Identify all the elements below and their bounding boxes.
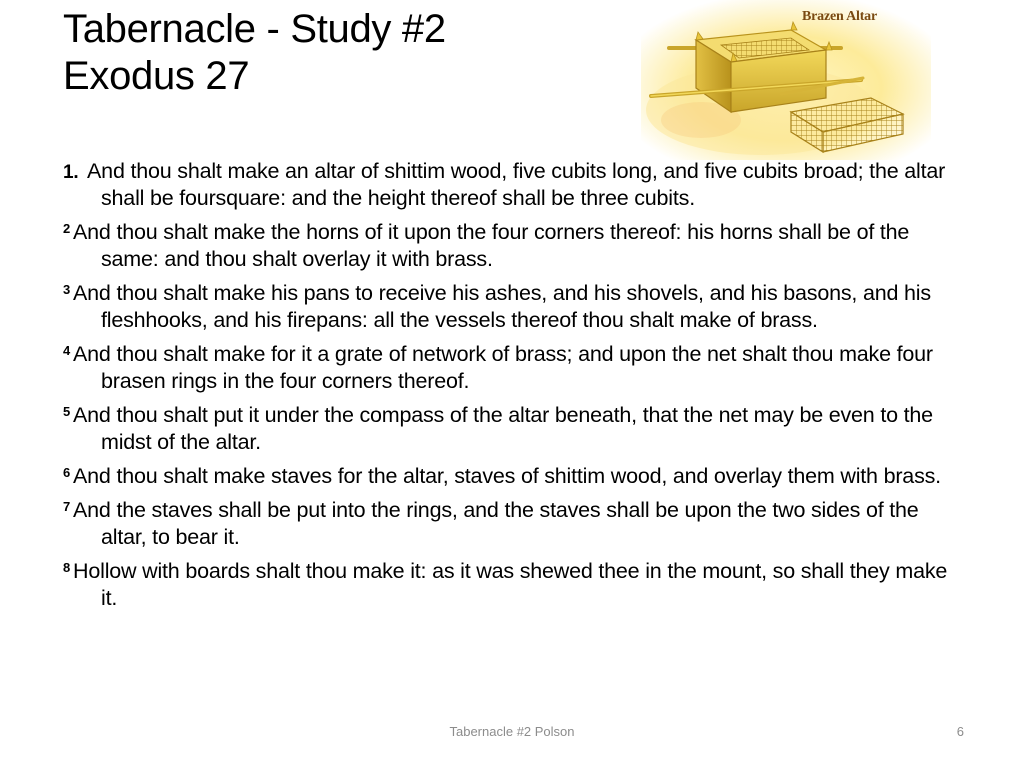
- verse-number: 7: [63, 499, 71, 514]
- verse-number: 5: [63, 404, 71, 419]
- verse-number: 4: [63, 343, 71, 358]
- verse-text: And thou shalt put it under the compass of the altar beneath, that the net may be even to the midst of the altar.: [73, 403, 933, 454]
- verse-1: [63, 158, 963, 212]
- title-line-2: Exodus 27: [63, 54, 250, 98]
- title-line-1: Tabernacle - Study #2: [63, 7, 446, 51]
- slide-footer: Tabernacle #2 Polson: [449, 724, 575, 739]
- verse-text: And thou shalt make his pans to receive his ashes, and his shovels, and his basons, and his fleshhooks, and his firepans: all the vessels thereof thou shalt make of brass.: [73, 281, 931, 332]
- verse-8: [63, 558, 963, 612]
- image-caption: Brazen Altar: [802, 9, 877, 24]
- brazen-altar-image: [641, 0, 931, 160]
- verse-4: [63, 341, 963, 395]
- verse-number: 8: [63, 560, 71, 575]
- slide-title: [63, 6, 623, 100]
- verse-text: And thou shalt make the horns of it upon the four corners thereof: his horns shall be of the same: and thou shalt overlay it with brass.: [73, 220, 910, 271]
- verse-3: [63, 280, 963, 334]
- verse-text: Hollow with boards shalt thou make it: as it was shewed thee in the mount, so shall they make it.: [73, 559, 948, 610]
- verse-number: 6: [63, 465, 71, 480]
- verse-text: And thou shalt make an altar of shittim wood, five cubits long, and five cubits broad; the altar shall be foursquare: and the height thereof shall be three cubits.: [87, 159, 946, 210]
- verse-number: 2: [63, 221, 71, 236]
- verse-6: [63, 463, 963, 490]
- verse-text: And thou shalt make staves for the altar, staves of shittim wood, and overlay them with brass.: [73, 464, 941, 488]
- verse-text: And thou shalt make for it a grate of network of brass; and upon the net shalt thou make four brasen rings in the four corners thereof.: [73, 342, 933, 393]
- verse-number: 3: [63, 282, 71, 297]
- verse-text: And the staves shall be put into the rings, and the staves shall be upon the two sides of the altar, to bear it.: [73, 498, 919, 549]
- verse-7: [63, 497, 963, 551]
- verse-2: [63, 219, 963, 273]
- slide-number: 6: [956, 724, 964, 739]
- verse-5: [63, 402, 963, 456]
- verse-list: [63, 158, 963, 619]
- brazen-altar-illustration-icon: [641, 0, 931, 160]
- verse-number: 1.: [63, 162, 79, 183]
